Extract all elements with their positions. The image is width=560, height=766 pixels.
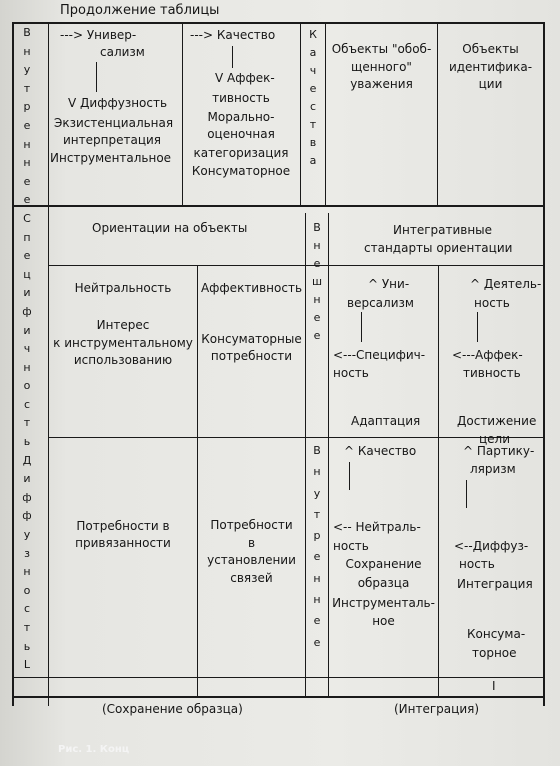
bottom-col4-line2: ляризм: [470, 462, 516, 476]
vertical-letter: В: [313, 444, 321, 457]
bottom-col4-line7: торное: [472, 646, 517, 660]
top-vertical-quality: [306, 26, 320, 170]
top-col2-line5: Консуматорное: [191, 164, 291, 178]
top-col1-line1: Экзистенциальная: [54, 116, 174, 130]
mid-col4-line4: тивность: [463, 366, 521, 380]
middle-divider-4: [438, 266, 439, 696]
bottom-col4-marker: I: [492, 679, 496, 693]
top-col2-connector: [232, 46, 233, 68]
vertical-letter: с: [23, 397, 31, 411]
vertical-letter: н: [313, 465, 321, 479]
top-divider-2: [300, 22, 301, 206]
vertical-letter: С: [23, 211, 31, 225]
vertical-letter: а: [309, 154, 317, 167]
vertical-letter: е: [23, 249, 31, 263]
bottom-col3-line4: Сохранение: [345, 557, 422, 571]
mid-col3-line1: ^ Уни-: [368, 277, 410, 291]
bottom-col3-line2: <-- Нейтраль-: [333, 520, 421, 534]
vertical-letter: Д: [22, 453, 32, 467]
top-col3-line2: щенного": [351, 60, 412, 74]
bottom-col4-line4: ность: [459, 557, 495, 571]
vertical-letter: е: [313, 329, 321, 342]
vertical-letter: р: [23, 100, 31, 114]
bottom-col4-line3: <--Диффуз-: [454, 539, 529, 553]
vertical-letter: н: [313, 571, 321, 585]
footer-right-label: (Интеграция): [394, 702, 480, 716]
mid-col2-line1: Консуматорные: [201, 332, 302, 346]
top-col2-arrow: ---> Качество: [190, 28, 276, 42]
integrative-standards-header-1: Интегративные: [393, 223, 493, 237]
middle-divider-1: [197, 266, 198, 696]
bottom-col4-line6: Консума-: [467, 627, 526, 641]
vertical-letter: н: [23, 565, 31, 579]
table-top-border: [12, 22, 544, 24]
top-col1-diffusion: V Диффузность: [68, 96, 168, 110]
top-col2-line3: оценочная: [207, 127, 275, 141]
vertical-letter: н: [23, 156, 31, 170]
bottom-col3-line1: ^ Качество: [344, 444, 417, 458]
footer-left-label: (Сохранение образца): [102, 702, 243, 716]
mid-col4-line5: Достижение: [457, 414, 537, 428]
mid-col2-line2: потребности: [210, 349, 293, 363]
vertical-letter: н: [23, 360, 31, 374]
mid-col3-connector: [361, 312, 362, 342]
bottom-col4-connector: [466, 480, 467, 508]
top-col4-line3: ции: [478, 77, 503, 91]
integrative-standards-header-2: стандарты ориентации: [364, 241, 513, 255]
figure-caption: Рис. 1. Конц: [58, 744, 130, 755]
mid-col3-line4: ность: [333, 366, 369, 380]
table-left-border: [12, 22, 14, 706]
objects-orientation-header: Ориентации на объекты: [92, 221, 248, 235]
top-col2-affect: V Аффек-: [215, 71, 275, 85]
vertical-letter: о: [23, 583, 31, 597]
vertical-letter: а: [309, 46, 317, 59]
top-col1-word2: сализм: [100, 45, 145, 59]
vertical-letter: т: [23, 81, 31, 95]
vertical-letter: ф: [22, 304, 32, 318]
vertical-letter: у: [23, 63, 31, 77]
vertical-letter: п: [23, 230, 31, 244]
vertical-letter: В: [313, 221, 321, 234]
top-col2-line4: категоризация: [193, 146, 289, 160]
vertical-letter: с: [309, 100, 317, 113]
bottom-col2-line3: установлении: [207, 553, 296, 567]
vertical-letter: ш: [311, 275, 323, 288]
vertical-letter: т: [23, 416, 31, 430]
vertical-letter: н: [23, 137, 31, 151]
bottom-col3-line7: ное: [372, 614, 395, 628]
vertical-letter: е: [23, 193, 31, 207]
vertical-letter: и: [23, 286, 31, 300]
mid-col4-connector: [477, 312, 478, 342]
bottom-col2-line4: связей: [230, 571, 273, 585]
vertical-letter: у: [23, 528, 31, 542]
top-col4-line1: Объекты: [462, 42, 519, 56]
vertical-letter: е: [313, 257, 321, 270]
bottom-col4-line5: Интеграция: [457, 577, 533, 591]
mid-col1-title: Нейтральность: [74, 281, 172, 295]
vertical-letter: с: [23, 602, 31, 616]
vertical-letter: е: [313, 635, 321, 649]
vertical-letter: т: [313, 507, 321, 521]
bottom-col1-line1: Потребности в: [76, 519, 170, 533]
middle-section-bottom-line: [48, 437, 543, 438]
vertical-letter: у: [313, 486, 321, 500]
vertical-letter: в: [309, 136, 317, 149]
vertical-letter: L: [23, 658, 31, 672]
vertical-letter: т: [309, 118, 317, 131]
vertical-letter: з: [24, 546, 30, 560]
vertical-letter: ц: [23, 267, 31, 281]
top-col3-line1: Объекты "обоб-: [331, 42, 432, 56]
left-vertical-label: [20, 24, 34, 675]
vertical-letter: и: [23, 323, 31, 337]
vertical-letter: ч: [309, 64, 317, 77]
mid-col1-line2: к инструментальному: [53, 336, 193, 350]
bottom-col3-line3: ность: [333, 539, 369, 553]
top-col1-line3: Инструментальное: [50, 151, 172, 165]
mid-col1-line1: Интерес: [96, 318, 150, 332]
mid-col4-line3: <---Аффек-: [452, 348, 523, 362]
mid-col3-line3: <---Специфич-: [333, 348, 426, 362]
vertical-letter: К: [309, 28, 317, 41]
table-right-border: [543, 22, 545, 706]
vertical-letter: е: [313, 614, 321, 628]
mid-vertical-external: [310, 219, 324, 345]
vertical-letter: е: [23, 118, 31, 132]
middle-headers-bottom-line: [48, 265, 543, 266]
bottom-col4-line1: ^ Партику-: [463, 444, 535, 458]
vertical-letter: В: [23, 26, 31, 39]
vertical-letter: о: [23, 379, 31, 393]
bottom-col2-line2: в: [247, 536, 256, 550]
top-section-bottom-line: [12, 205, 544, 207]
bottom-vertical-internal: [310, 440, 324, 653]
bottom-col3-connector: [349, 462, 350, 490]
bottom-section-bottom-line: [12, 677, 544, 678]
vertical-letter: ь: [23, 639, 31, 653]
top-col2-line1: тивность: [212, 91, 270, 105]
vertical-letter: е: [309, 82, 317, 95]
vertical-letter: ф: [22, 509, 32, 523]
table-continuation-title: Продолжение таблицы: [60, 3, 220, 18]
vertical-letter: н: [23, 44, 31, 58]
vertical-letter: н: [313, 239, 321, 252]
mid-col1-line3: использованию: [73, 353, 173, 367]
bottom-col3-line6: Инструменталь-: [332, 596, 435, 610]
vertical-letter: ь: [23, 435, 31, 449]
vertical-letter: е: [23, 174, 31, 188]
top-col4-line2: идентифика-: [448, 60, 533, 74]
mid-col3-line2: версализм: [347, 296, 414, 310]
bottom-col3-line5: образца: [357, 576, 410, 590]
mid-col3-line5: Адаптация: [351, 414, 421, 428]
vertical-letter: н: [313, 593, 321, 607]
mid-col4-line1: ^ Деятель-: [470, 277, 542, 291]
mid-col2-title: Аффективность: [200, 281, 303, 295]
vertical-letter: ч: [23, 342, 31, 356]
vertical-letter: е: [313, 550, 321, 564]
vertical-letter: и: [23, 472, 31, 486]
vertical-letter: ф: [22, 490, 32, 504]
bottom-col1-line2: привязанности: [75, 536, 171, 550]
top-col1-line2: интерпретация: [63, 133, 162, 147]
top-col1-arrow: ---> Универ-: [60, 28, 137, 42]
mid-col4-line2: ность: [474, 296, 510, 310]
table-bottom-border: [12, 696, 544, 698]
vertical-letter: р: [313, 529, 321, 543]
bottom-col2-line1: Потребности: [210, 518, 293, 532]
top-col1-connector: [96, 62, 97, 92]
mid-col4-line6: цели: [479, 432, 511, 446]
top-col3-line3: уважения: [350, 77, 413, 91]
middle-divider-2: [305, 213, 306, 696]
vertical-letter: н: [313, 293, 321, 306]
top-col2-line2: Морально-: [207, 110, 275, 124]
vertical-letter: т: [23, 621, 31, 634]
vertical-letter: е: [313, 311, 321, 324]
